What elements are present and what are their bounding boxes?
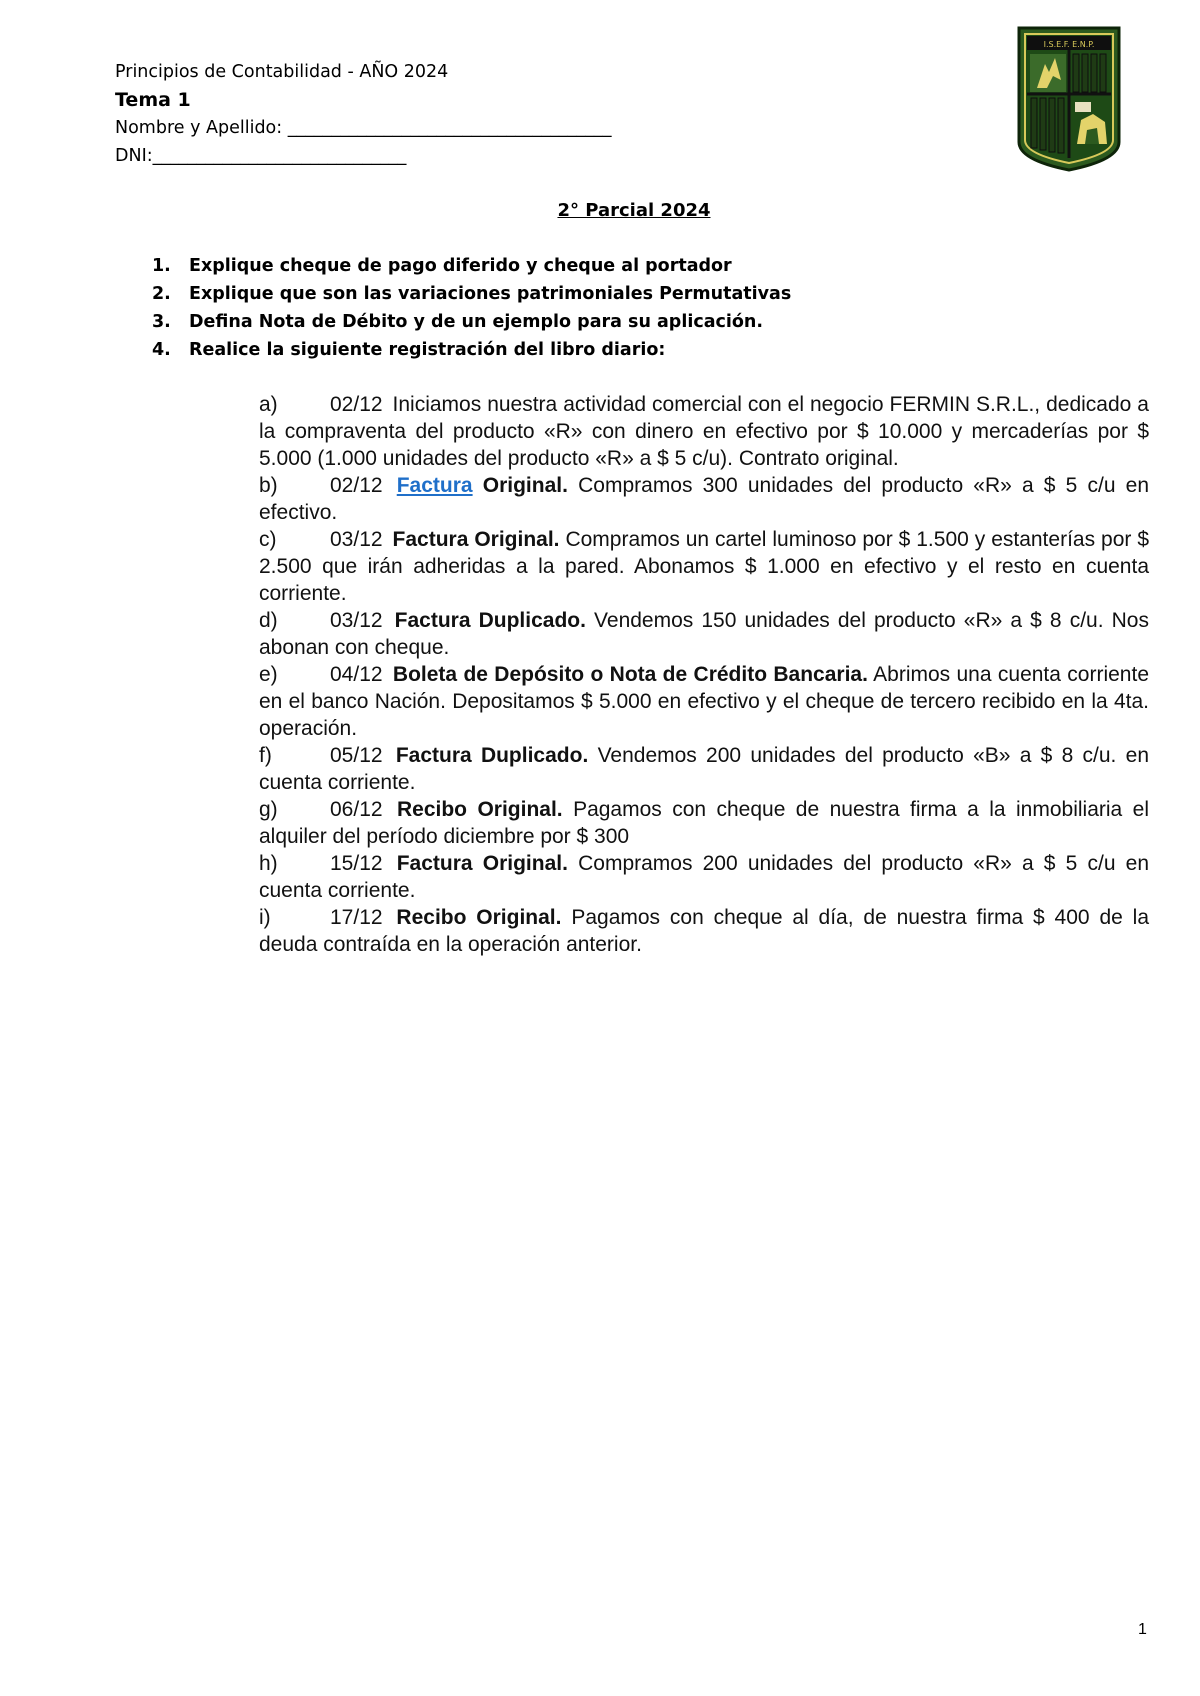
item-document: Boleta de Depósito o Nota de Crédito Bancaria. [392,663,868,686]
item-date: 03/12 [330,528,383,551]
question-text: Explique cheque de pago diferido y cheque al portador [189,256,732,276]
item-text: Pagamos con cheque al día, de nuestra firma $ 400 de la deuda contraída en la operación anterior. [259,906,1149,956]
school-crest-icon [1015,24,1123,174]
item-document: Original. [482,474,568,497]
item-text: Vendemos 200 unidades del producto «B» a $ 8 c/u. en cuenta corriente. [259,744,1150,794]
question-item [152,252,791,280]
exercise-item-c [259,526,1149,607]
exercise-item-f [259,742,1149,796]
topic-label: Tema 1 [115,89,191,111]
exercise-item-h [259,850,1149,904]
question-text: Realice la siguiente registración del libro diario: [189,340,666,360]
item-date: 02/12 [330,474,383,497]
question-text: Explique que son las variaciones patrimoniales Permutativas [189,284,792,304]
page-number: 1 [1138,1621,1147,1638]
item-document: Factura Duplicado. [394,609,586,632]
item-document: Recibo Original. [396,906,562,929]
question-number: 1. [152,256,171,276]
item-text: Pagamos con cheque de nuestra firma a la inmobiliaria el alquiler del período diciembre por $ 300 [259,798,1149,848]
exercise-item-b [259,472,1149,526]
item-letter: d) [259,609,278,632]
item-date: 02/12 [330,393,383,416]
question-list [152,252,791,364]
item-date: 15/12 [330,852,383,875]
exam-title: 2° Parcial 2024 [557,200,711,221]
item-date: 05/12 [330,744,383,767]
exercise-item-d [259,607,1149,661]
item-text: Compramos un cartel luminoso por $ 1.500 y estanterías por $ 2.500 que irán adheridas a la pared. Abonamos $ 1.000 en efectivo y el resto en cuenta corriente. [259,528,1149,605]
question-number: 3. [152,312,171,332]
item-document: Factura Original. [396,852,568,875]
question-item [152,308,791,336]
exercise-item-g [259,796,1149,850]
svg-text:I.S.E.F. E.N.P.: I.S.E.F. E.N.P. [1043,40,1095,49]
item-letter: f) [259,744,272,767]
item-date: 04/12 [330,663,383,686]
course-title: Principios de Contabilidad - AÑO 2024 [115,62,449,82]
question-number: 4. [152,340,171,360]
item-letter: e) [259,663,278,686]
item-letter: a) [259,393,278,416]
item-document: Recibo Original. [397,798,563,821]
item-text: Compramos 200 unidades del producto «R» a $ 5 c/u en cuenta corriente. [259,852,1150,902]
name-field: Nombre y Apellido: _____________________________________ [115,118,612,138]
item-letter: h) [259,852,278,875]
exercise-item-a [259,391,1149,472]
item-text: Vendemos 150 unidades del producto «R» a $ 8 c/u. Nos abonan con cheque. [259,609,1149,659]
item-text: Iniciamos nuestra actividad comercial con el negocio FERMIN S.R.L., dedicado a la compraventa del producto «R» con dinero en efectivo por $ 10.000 y mercaderías por $ 5.000 (1.000 unidades del producto «R» a $ 5 c/u). Contrato original. [259,393,1149,470]
item-date: 17/12 [330,906,383,929]
journal-exercise-list [259,391,1149,958]
item-date: 03/12 [330,609,383,632]
item-text: Abrimos una cuenta corriente en el banco Nación. Depositamos $ 5.000 en efectivo y el cheque de tercero recibido en la 4ta. operación. [259,663,1149,740]
item-letter: c) [259,528,277,551]
question-item [152,280,791,308]
factura-link[interactable]: Factura [396,474,473,497]
exercise-item-e [259,661,1149,742]
item-text: Compramos 300 unidades del producto «R» a $ 5 c/u en efectivo. [259,474,1150,524]
item-letter: i) [259,906,271,929]
item-document: Factura Duplicado. [395,744,589,767]
exercise-item-i [259,904,1149,958]
question-number: 2. [152,284,171,304]
question-text: Defina Nota de Débito y de un ejemplo para su aplicación. [189,312,764,332]
question-item [152,336,791,364]
document-header [115,58,611,170]
dni-field: DNI:_____________________________ [115,146,407,166]
item-date: 06/12 [330,798,383,821]
item-letter: b) [259,474,278,497]
item-letter: g) [259,798,278,821]
item-document: Factura Original. [392,528,560,551]
